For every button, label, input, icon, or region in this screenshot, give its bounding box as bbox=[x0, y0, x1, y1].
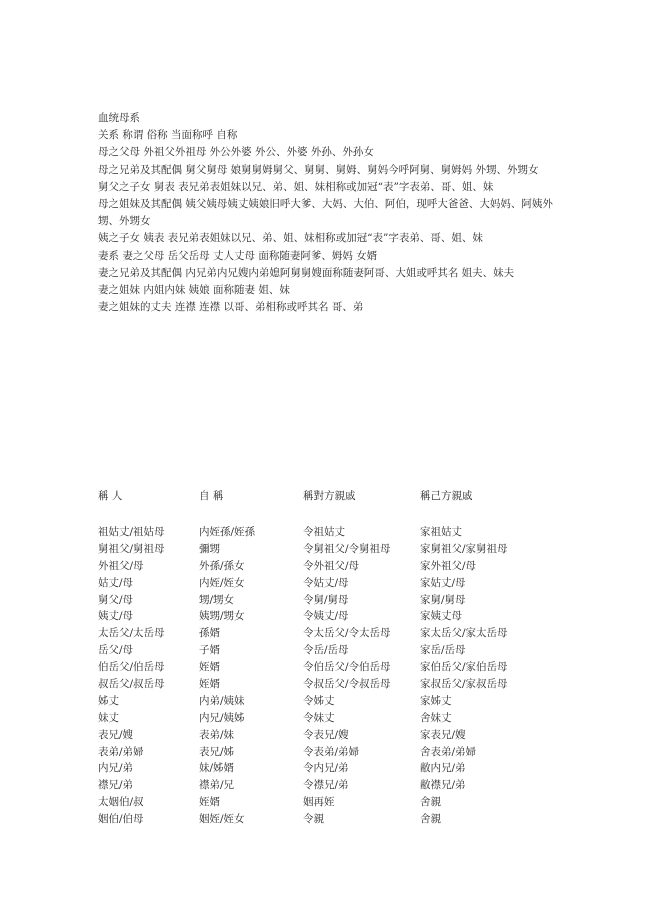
table-cell: 姪婿 bbox=[199, 796, 220, 809]
table-cell: 姪婿 bbox=[199, 661, 220, 674]
table-cell: 家舅/舅母 bbox=[420, 593, 466, 606]
table-cell: 姨丈/母 bbox=[98, 610, 134, 623]
table-row bbox=[98, 524, 558, 541]
table-cell: 姻再姪 bbox=[303, 796, 335, 809]
column-header: 自 稱 bbox=[199, 490, 224, 502]
table-row bbox=[98, 693, 558, 710]
text-line: 妻之姐妹 内姐内妹 姨娘 面称随妻 姐、妹 bbox=[98, 284, 290, 297]
table-row bbox=[98, 608, 558, 625]
text-line: 舅父之子女 舅表 表兄弟表姐妹以兄、弟、姐、妹相称或加冠“表”字表弟、哥、姐、妹 bbox=[98, 180, 494, 193]
table-row bbox=[98, 575, 558, 592]
table-cell: 姻伯/伯母 bbox=[98, 813, 144, 826]
table-cell: 令姑丈/母 bbox=[303, 576, 349, 589]
table-cell: 甥/甥女 bbox=[199, 593, 235, 606]
table-cell: 内兄/姨姊 bbox=[199, 711, 245, 724]
table-cell: 家祖姑丈 bbox=[420, 526, 462, 538]
table-cell: 内姪/姪女 bbox=[199, 576, 245, 589]
table-cell: 家表兄/嫂 bbox=[420, 728, 466, 741]
table-cell: 伯岳父/伯岳母 bbox=[98, 661, 165, 674]
table-cell: 叔岳父/叔岳母 bbox=[98, 678, 165, 691]
table-cell: 家姨丈母 bbox=[420, 610, 462, 623]
table-cell: 敝内兄/弟 bbox=[420, 762, 466, 775]
text-line: 母之兄弟及其配偶 舅父舅母 娘舅舅姆舅父、舅舅、舅姆、舅妈今呼阿舅、舅姆妈 外甥、外甥女 bbox=[98, 163, 539, 176]
table-header bbox=[98, 488, 558, 524]
text-line: 妻之姐妹的丈夫 连襟 连襟 以哥、弟相称或呼其名 哥、弟 bbox=[98, 301, 364, 314]
table-cell: 表弟/妹 bbox=[199, 728, 235, 741]
text-line: 母之姐妹及其配偶 姨父姨母姨丈姨娘旧呼大爹、大妈、大伯、阿伯，现呼大爸爸、大妈妈、阿姨外甥、外甥女 bbox=[98, 198, 553, 228]
text-line: 母之父母 外祖父外祖母 外公外婆 外公、外婆 外孙、外孙女 bbox=[98, 146, 374, 159]
table-cell: 子婿 bbox=[199, 644, 220, 657]
table-cell: 内姪孫/姪孫 bbox=[199, 526, 256, 538]
table-row bbox=[98, 592, 558, 609]
table-cell: 令伯岳父/令伯岳母 bbox=[303, 661, 391, 674]
table-cell: 襟兄/弟 bbox=[98, 779, 134, 792]
text-line: 妻系 妻之父母 岳父岳母 丈人丈母 面称随妻阿爹、姆妈 女婿 bbox=[98, 249, 378, 262]
table-cell: 姑丈/母 bbox=[98, 576, 134, 589]
table-cell: 家叔岳父/家叔岳母 bbox=[420, 678, 508, 691]
table-cell: 内弟/姨妹 bbox=[199, 694, 245, 707]
column-header: 稱 人 bbox=[98, 490, 123, 502]
text-line: 血统母系 bbox=[98, 112, 140, 124]
table-cell: 表弟/弟婦 bbox=[98, 745, 144, 758]
table-body bbox=[98, 524, 558, 828]
table-cell: 舅祖父/舅祖母 bbox=[98, 542, 165, 555]
table-cell: 令襟兄/弟 bbox=[303, 779, 349, 792]
table-cell: 家舅祖父/家舅祖母 bbox=[420, 542, 508, 555]
table-cell: 敝襟兄/弟 bbox=[420, 779, 466, 792]
table-cell: 襟弟/兄 bbox=[199, 779, 235, 792]
text-line: 姨之子女 姨表 表兄弟表姐妹以兄、弟、姐、妹相称或加冠“表”字表弟、哥、姐、妹 bbox=[98, 232, 483, 245]
table-cell: 令姨丈/母 bbox=[303, 610, 349, 623]
table-cell: 家太岳父/家太岳母 bbox=[420, 627, 508, 640]
table-cell: 令舅/舅母 bbox=[303, 593, 349, 606]
table-cell: 表兄/姊 bbox=[199, 745, 235, 758]
table-cell: 家外祖父/母 bbox=[420, 559, 477, 572]
column-header: 稱對方親戚 bbox=[303, 490, 356, 502]
table-cell: 家姑丈/母 bbox=[420, 576, 466, 589]
text-line: 关系 称谓 俗称 当面称呼 自称 bbox=[98, 129, 238, 142]
table-cell: 内兄/弟 bbox=[98, 762, 134, 775]
table-cell: 舍親 bbox=[420, 813, 441, 826]
table-row bbox=[98, 727, 558, 744]
table-cell: 祖姑丈/祖姑母 bbox=[98, 526, 165, 538]
etiquette-table bbox=[98, 488, 558, 828]
table-cell: 舅父/母 bbox=[98, 593, 134, 606]
table-row bbox=[98, 558, 558, 575]
table-row bbox=[98, 541, 558, 558]
table-cell: 外孫/孫女 bbox=[199, 559, 245, 572]
table-cell: 令表弟/弟婦 bbox=[303, 745, 360, 758]
table-row bbox=[98, 811, 558, 828]
table-row bbox=[98, 744, 558, 761]
table-cell: 令姊丈 bbox=[303, 694, 335, 707]
table-row bbox=[98, 625, 558, 642]
table-cell: 姪婿 bbox=[199, 678, 220, 691]
table-row bbox=[98, 777, 558, 794]
text-line: 妻之兄弟及其配偶 内兄弟内兄嫂内弟媳阿舅舅嫂面称随妻阿哥、大姐或呼其名 姐夫、妹夫 bbox=[98, 266, 515, 279]
table-row bbox=[98, 760, 558, 777]
table-cell: 家伯岳父/家伯岳母 bbox=[420, 661, 508, 674]
table-cell: 太姻伯/叔 bbox=[98, 796, 144, 809]
table-cell: 姨甥/甥女 bbox=[199, 610, 245, 623]
table-row bbox=[98, 642, 558, 659]
table-row bbox=[98, 659, 558, 676]
table-cell: 太岳父/太岳母 bbox=[98, 627, 165, 640]
table-row bbox=[98, 676, 558, 693]
kinship-text-block bbox=[98, 110, 568, 316]
table-cell: 令太岳父/令太岳母 bbox=[303, 627, 391, 640]
table-cell: 令親 bbox=[303, 813, 324, 826]
table-cell: 令内兄/弟 bbox=[303, 762, 349, 775]
table-cell: 令舅祖父/令舅祖母 bbox=[303, 542, 391, 555]
table-cell: 令表兄/嫂 bbox=[303, 728, 349, 741]
table-cell: 表兄/嫂 bbox=[98, 728, 134, 741]
table-cell: 姻姪/姪女 bbox=[199, 813, 245, 826]
column-header: 稱己方親戚 bbox=[420, 490, 473, 502]
table-cell: 令祖姑丈 bbox=[303, 526, 345, 538]
table-cell: 家姊丈 bbox=[420, 694, 452, 707]
table-cell: 外祖父/母 bbox=[98, 559, 144, 572]
table-row bbox=[98, 794, 558, 811]
table-cell: 彌甥 bbox=[199, 542, 220, 555]
table-cell: 令外祖父/母 bbox=[303, 559, 360, 572]
table-cell: 岳父/母 bbox=[98, 644, 134, 657]
table-cell: 舍妹丈 bbox=[420, 711, 452, 724]
table-cell: 妹丈 bbox=[98, 711, 119, 724]
table-row bbox=[98, 710, 558, 727]
table-cell: 妹/姊婿 bbox=[199, 762, 235, 775]
table-cell: 令妹丈 bbox=[303, 711, 335, 724]
table-cell: 舍表弟/弟婦 bbox=[420, 745, 477, 758]
table-cell: 令岳/岳母 bbox=[303, 644, 349, 657]
table-cell: 令叔岳父/令叔岳母 bbox=[303, 678, 391, 691]
table-cell: 孫婿 bbox=[199, 627, 220, 640]
table-cell: 家岳/岳母 bbox=[420, 644, 466, 657]
table-cell: 舍親 bbox=[420, 796, 441, 809]
table-cell: 姊丈 bbox=[98, 694, 119, 707]
